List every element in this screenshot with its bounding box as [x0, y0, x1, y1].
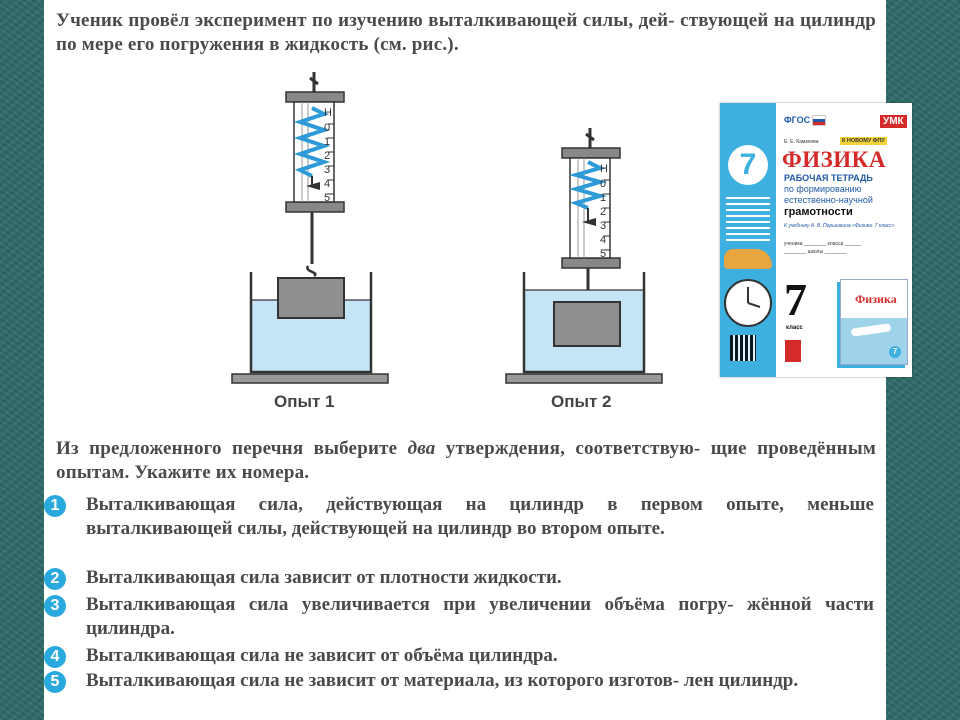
cover-subtitle-3: естественно-научной — [784, 195, 873, 205]
cover-umk-label: УМК — [880, 115, 907, 128]
cover-textbook-ref: К учебнику А. В. Перышкина «Физика. 7 класс» — [784, 223, 895, 229]
question-text — [56, 437, 876, 485]
scale1-label-4: 4 — [324, 178, 331, 190]
cover-student-line: ученика ________ класса ______ — [784, 241, 862, 247]
cover-subtitle-4: грамотности — [784, 206, 853, 218]
scale2-label-0: 0 — [600, 178, 607, 190]
experiment-1-apparatus — [232, 72, 388, 383]
cover-ruler-decoration — [726, 197, 770, 241]
scale1-label-3: 3 — [324, 164, 331, 176]
cover-grade-badge: 7 — [728, 145, 768, 185]
scale2-label-5: 5 — [600, 248, 607, 260]
scale1-label-0: 0 — [324, 122, 331, 134]
cover-subtitle-2: по формированию — [784, 184, 862, 194]
cover-school-line: ________ школы ________ — [784, 249, 847, 255]
scale2-label-2: 2 — [600, 206, 607, 218]
cover-subtitle-1: РАБОЧАЯ ТЕТРАДЬ — [784, 173, 873, 183]
question-emph: два — [407, 438, 436, 459]
scale1-label-2: 2 — [324, 150, 331, 162]
mini-textbook-title: Физика — [855, 292, 897, 306]
option-2-text: Выталкивающая сила зависит от плотности жидкости. — [86, 567, 562, 588]
option-4-text: Выталкивающая сила не зависит от объёма цилиндра. — [86, 645, 558, 666]
scale2-label-4: 4 — [600, 234, 607, 246]
mini-textbook-grade: 7 — [889, 346, 901, 358]
intro-text: Ученик провёл эксперимент по изучению выталкивающей силы, дей- ствующей на цилиндр по мере его погружения в жидкость (см. рис.). — [56, 10, 876, 55]
option-2-number: 2 — [44, 568, 66, 590]
caption-experiment-1: Опыт 1 — [274, 392, 335, 411]
mini-textbook-cover — [840, 279, 908, 365]
cover-author: Е. Е. Камзеева — [784, 139, 819, 145]
scale2-label-3: 3 — [600, 220, 607, 232]
option-5-number: 5 — [44, 671, 66, 693]
cover-flag-icon — [812, 115, 826, 126]
cover-publisher-logo — [784, 339, 802, 363]
option-1-text: Выталкивающая сила, действующая на цилиндр в первом опыте, меньше выталкивающей силы, действующей на цилиндр во втором опыте. — [86, 494, 874, 539]
option-5-text: Выталкивающая сила не зависит от материала, из которого изготов- лен цилиндр. — [86, 670, 799, 691]
option-3-text: Выталкивающая сила увеличивается при увеличении объёма погру- жённой части цилиндра. — [86, 594, 874, 639]
workbook-cover-image — [720, 103, 912, 377]
option-4-number: 4 — [44, 646, 66, 668]
cover-grade-number: 7 — [784, 274, 807, 325]
cover-grade-word: класс — [786, 325, 803, 331]
question-before: Из предложенного перечня выберите — [56, 438, 408, 459]
scale2-label-1: 1 — [600, 192, 607, 204]
cover-fgos-label: ФГОС — [784, 115, 811, 125]
scale1-label-n: Н — [324, 107, 332, 119]
clock-icon — [722, 277, 774, 329]
cover-cheetah-decoration — [724, 249, 772, 269]
option-3-number: 3 — [44, 595, 66, 617]
experiment-2-apparatus — [506, 128, 662, 383]
scale2-label-n: Н — [600, 163, 608, 175]
option-1-number: 1 — [44, 495, 66, 517]
scale1-label-5: 5 — [324, 192, 331, 204]
cover-series-label: К НОВОМУ ФПУ — [842, 138, 885, 144]
caption-experiment-2: Опыт 2 — [551, 392, 612, 411]
question-after: утверждения, соответствую- щие проведённым опытам. Укажите их номера. — [56, 438, 877, 483]
scale1-label-1: 1 — [324, 136, 331, 148]
qr-code-icon — [730, 335, 756, 361]
mini-textbook-plane-icon — [851, 323, 892, 336]
cover-title: ФИЗИКА — [782, 147, 886, 172]
